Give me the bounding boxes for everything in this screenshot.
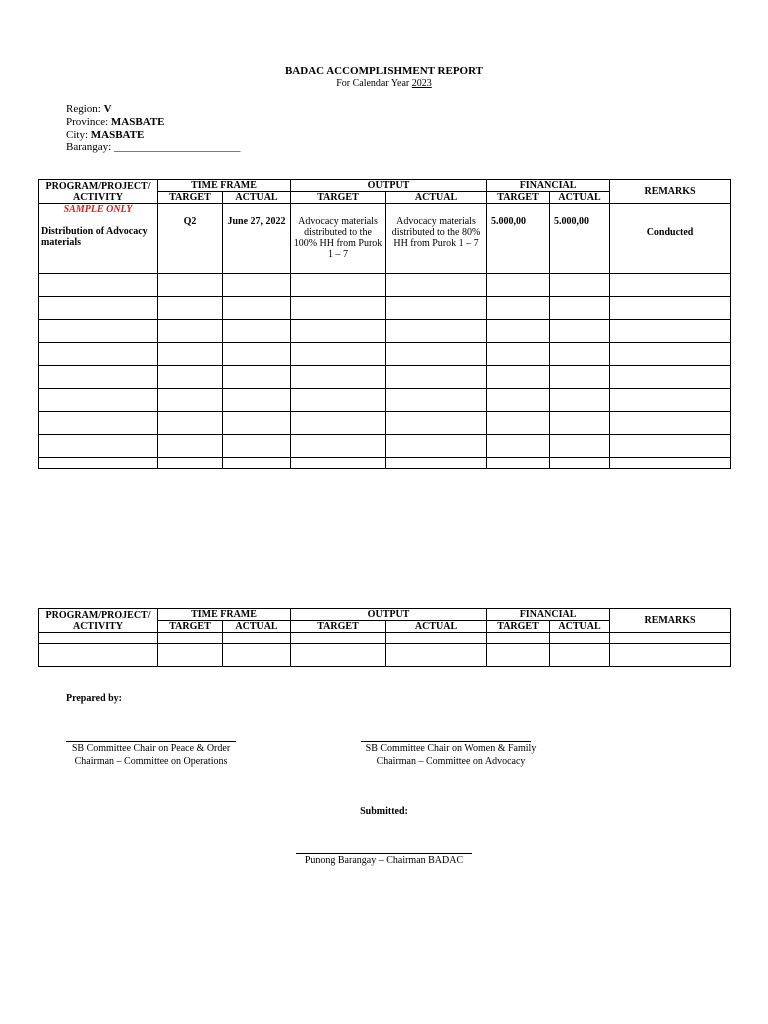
fin-actual-cell: 5.000,00	[550, 204, 610, 274]
accomplishment-table	[38, 179, 731, 469]
report-subtitle	[0, 78, 768, 89]
barangay-blank: _______________________	[113, 141, 241, 153]
region-label: Region:	[66, 103, 104, 115]
remarks-cell: Conducted	[610, 204, 731, 274]
city-value: MASBATE	[90, 129, 145, 141]
out-target-header: TARGET	[291, 192, 386, 204]
table-row	[39, 458, 731, 469]
remarks-header: REMARKS	[610, 180, 731, 204]
out-target-header: TARGET	[291, 621, 386, 633]
second-table	[38, 608, 731, 667]
barangay-label: Barangay:	[66, 141, 114, 153]
tf-target-cell: Q2	[158, 204, 223, 274]
table-row	[39, 633, 731, 644]
table-row	[39, 204, 731, 274]
bottom-signature-title: Punong Barangay – Chairman BADAC	[304, 855, 464, 866]
tf-target-header: TARGET	[158, 192, 223, 204]
fin-actual-header: ACTUAL	[550, 621, 610, 633]
left-signature-title1: SB Committee Chair on Peace & Order	[71, 743, 231, 754]
out-actual-header: ACTUAL	[386, 621, 487, 633]
output-header: OUTPUT	[291, 180, 487, 192]
out-actual-cell: Advocacy materials distributed to the 80% HH from Purok 1 – 7	[386, 204, 487, 274]
table-row	[39, 412, 731, 435]
out-target-cell: Advocacy materials distributed to the 100% HH from Purok 1 – 7	[291, 204, 386, 274]
program-header: PROGRAM/PROJECT/ ACTIVITY	[39, 180, 158, 204]
province-value: MASBATE	[110, 116, 165, 128]
region-line	[66, 103, 112, 116]
program-text: Distribution of Advocacy materials	[41, 226, 148, 248]
time-frame-header: TIME FRAME	[158, 609, 291, 621]
table-row	[39, 343, 731, 366]
financial-header: FINANCIAL	[487, 609, 610, 621]
left-signature	[66, 741, 236, 768]
table-row	[39, 366, 731, 389]
financial-header: FINANCIAL	[487, 180, 610, 192]
table-row	[39, 389, 731, 412]
right-signature-title1: SB Committee Chair on Women & Family	[365, 743, 537, 754]
program-cell	[39, 204, 158, 274]
province-label: Province:	[66, 116, 111, 128]
right-signature-title2: Chairman – Committee on Advocacy	[376, 756, 526, 767]
tf-actual-cell: June 27, 2022	[223, 204, 291, 274]
region-value: V	[103, 103, 112, 115]
table-row	[39, 297, 731, 320]
output-header: OUTPUT	[291, 609, 487, 621]
subtitle-prefix: For Calendar Year	[336, 78, 412, 89]
table-row	[39, 644, 731, 667]
city-label: City:	[66, 129, 91, 141]
fin-target-header: TARGET	[487, 192, 550, 204]
province-line	[66, 116, 165, 129]
fin-target-cell: 5.000,00	[487, 204, 550, 274]
calendar-year: 2023	[411, 78, 432, 89]
out-actual-header: ACTUAL	[386, 192, 487, 204]
submitted-label: Submitted:	[360, 806, 408, 817]
right-signature	[361, 741, 541, 768]
fin-actual-header: ACTUAL	[550, 192, 610, 204]
sample-only-label: SAMPLE ONLY	[63, 204, 133, 215]
left-signature-title2: Chairman – Committee on Operations	[74, 756, 228, 767]
fin-target-header: TARGET	[487, 621, 550, 633]
tf-actual-header: ACTUAL	[223, 621, 291, 633]
bottom-signature	[296, 853, 472, 867]
time-frame-header: TIME FRAME	[158, 180, 291, 192]
remarks-header: REMARKS	[610, 609, 731, 633]
program-header: PROGRAM/PROJECT/ ACTIVITY	[39, 609, 158, 633]
prepared-by-label: Prepared by:	[66, 693, 123, 704]
barangay-line	[66, 141, 240, 154]
table-row	[39, 435, 731, 458]
report-title: BADAC ACCOMPLISHMENT REPORT	[284, 65, 484, 77]
tf-target-header: TARGET	[158, 621, 223, 633]
table-row	[39, 320, 731, 343]
tf-actual-header: ACTUAL	[223, 192, 291, 204]
table-row	[39, 274, 731, 297]
